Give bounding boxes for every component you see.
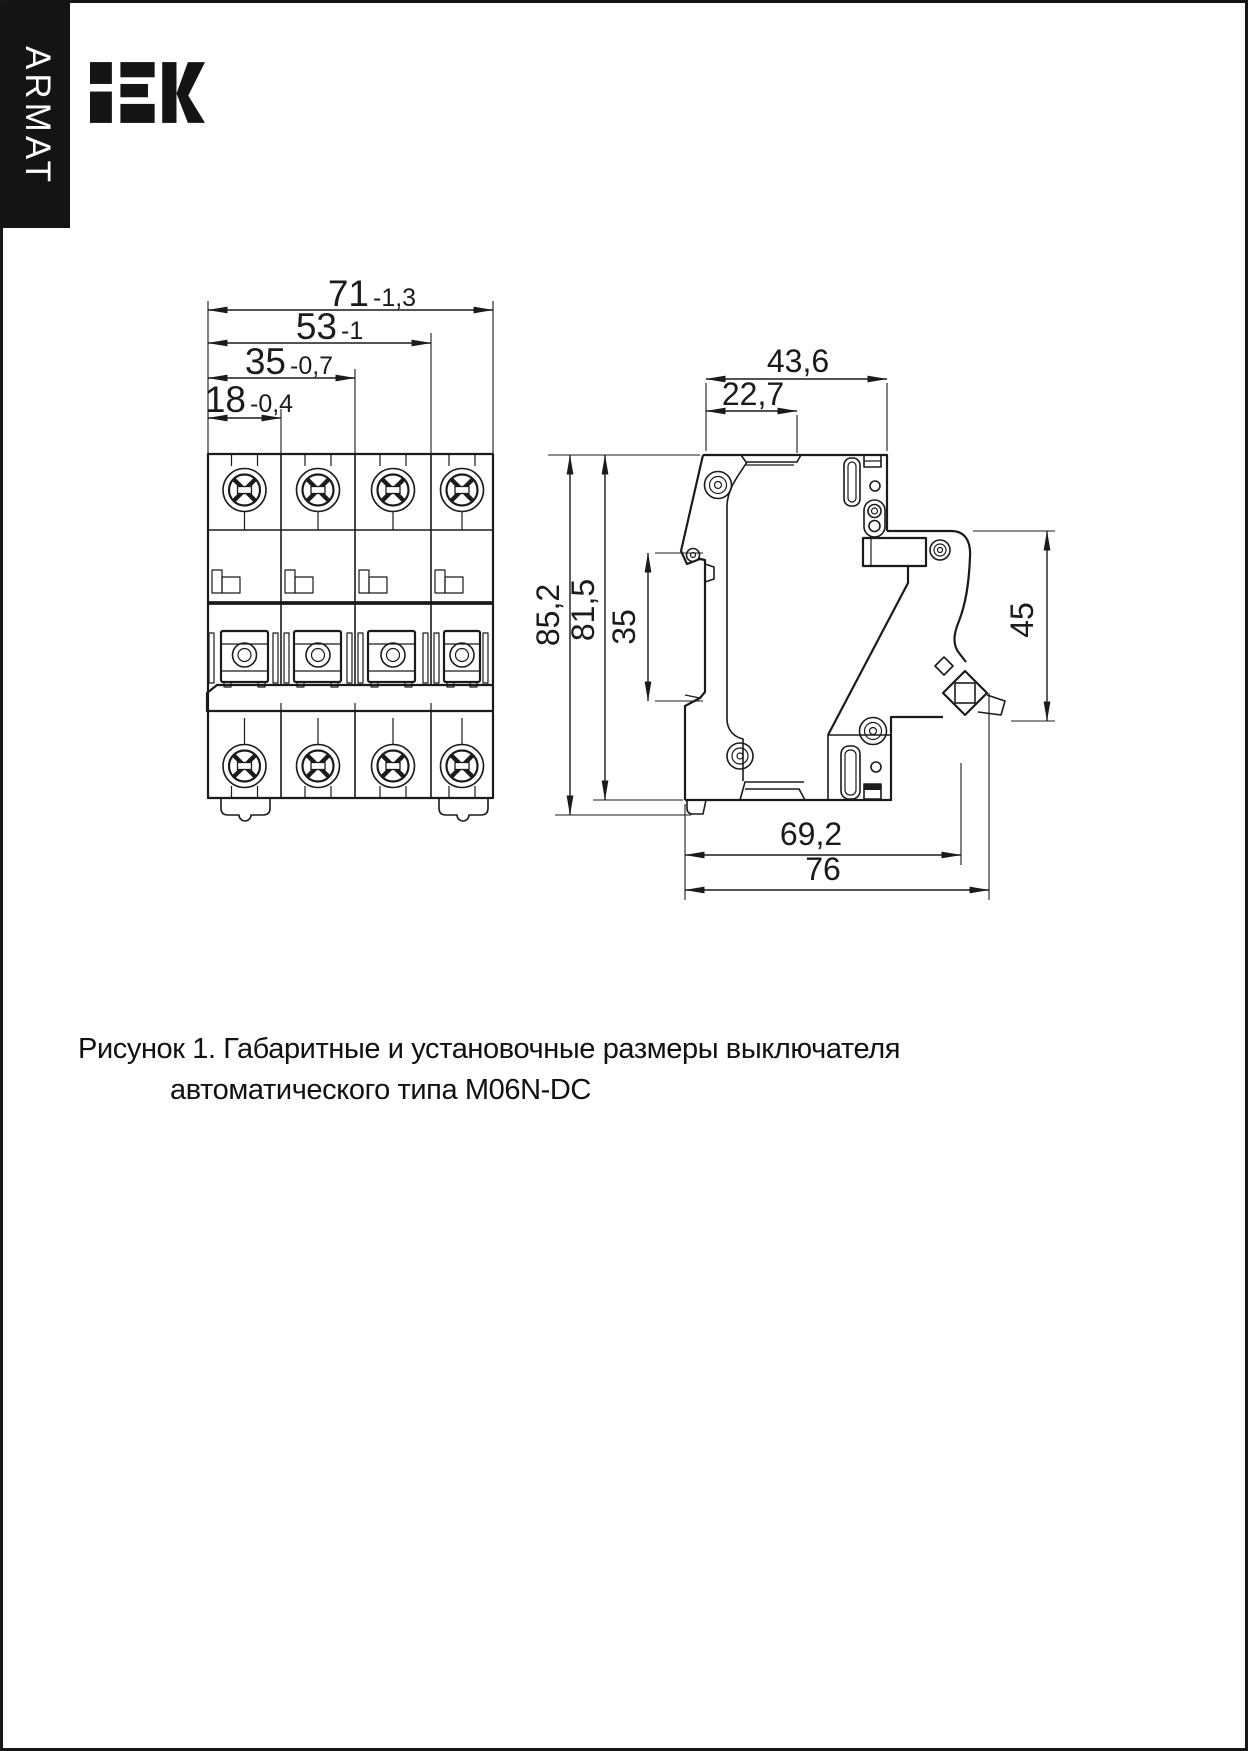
toggle-handle — [444, 631, 480, 687]
dim-width-front-step: 22,7 — [721, 376, 785, 412]
dim-width-1pole: 18 — [204, 379, 246, 420]
front-tabs — [212, 570, 463, 593]
figure-caption-line2: автоматического типа М06N-DC — [170, 1074, 591, 1106]
dim-height-overall: 85,2 — [530, 583, 566, 647]
terminal-screw-top — [441, 454, 484, 530]
dim-width-overall: 71 — [327, 273, 369, 314]
front-view-dimensions — [205, 273, 493, 454]
dim-width-2pole-tol: -0,7 — [290, 352, 334, 380]
terminal-screw-top — [372, 454, 415, 530]
terminal-screw-bottom — [372, 718, 415, 798]
dim-height-body: 81,5 — [565, 578, 601, 642]
dim-depth-to-latch: 69,2 — [779, 816, 843, 852]
technical-drawing — [3, 3, 1248, 923]
dim-width-top: 43,6 — [766, 343, 830, 379]
terminal-screw-top — [297, 454, 340, 530]
front-view-drawing — [207, 454, 493, 821]
dim-width-1pole-tol: -0,4 — [250, 390, 294, 418]
dim-depth-overall: 76 — [805, 851, 841, 887]
terminal-screw-bottom — [297, 718, 340, 798]
figure-caption — [78, 1029, 938, 1111]
side-view-dimensions — [530, 343, 1055, 900]
din-clip-tab — [439, 798, 488, 821]
toggle-handle — [368, 631, 415, 687]
terminal-screw-bottom — [223, 718, 266, 798]
side-view-drawing — [681, 455, 1005, 814]
toggle-handle — [221, 631, 268, 687]
dim-width-3pole: 53 — [295, 306, 337, 347]
figure-caption-line1: Рисунок 1. Габаритные и установочные размеры выключателя — [78, 1033, 901, 1065]
dim-width-2pole: 35 — [244, 341, 286, 382]
toggle-handle — [294, 631, 341, 687]
din-clip-tab — [221, 798, 270, 821]
dim-back-height: 45 — [1004, 602, 1040, 638]
dim-handle-window: 35 — [606, 609, 642, 645]
armat-label: ARMAT — [17, 45, 57, 186]
dim-width-overall-tol: -1,3 — [373, 284, 417, 312]
terminal-screw-bottom — [441, 718, 484, 798]
dim-width-3pole-tol: -1 — [341, 317, 364, 345]
terminal-screw-top — [223, 454, 266, 530]
din-clip-tab-side — [687, 800, 706, 814]
